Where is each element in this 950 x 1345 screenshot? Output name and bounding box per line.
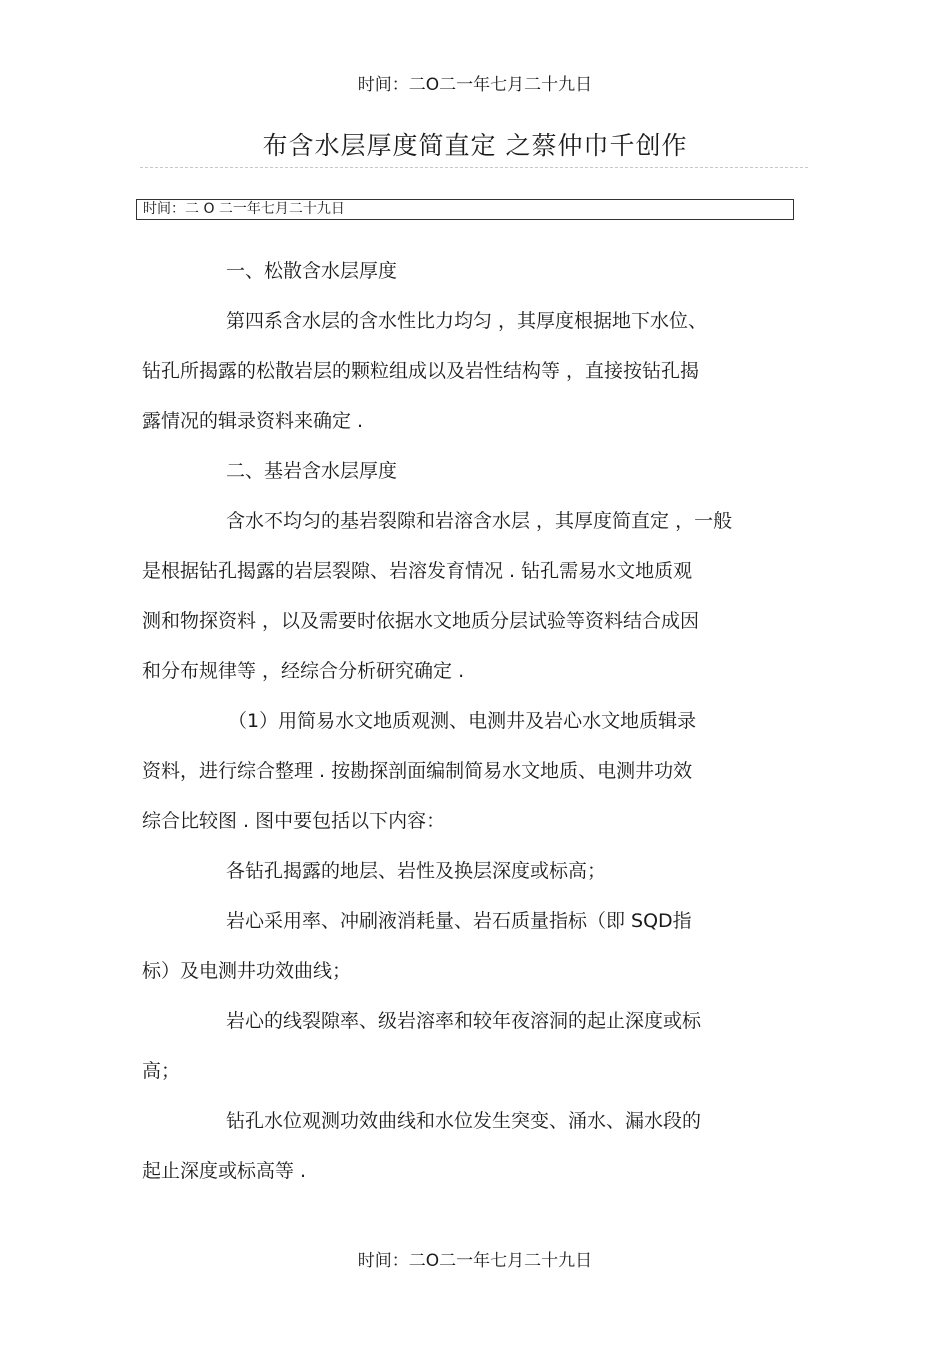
paragraph-line: 钻孔所揭露的松散岩层的颗粒组成以及岩性结构等 ，直接按钻孔揭 bbox=[142, 360, 700, 382]
section-heading-2: 二、基岩含水层厚度 bbox=[226, 460, 398, 482]
paragraph-line: 综合比较图 . 图中要包括以下内容： bbox=[142, 810, 446, 832]
list-item-continuation: 标）及电测井功效曲线； bbox=[142, 960, 352, 982]
paragraph-line: 是根据钻孔揭露的岩层裂隙、岩溶发育情况 . 钻孔需易水文地质观 bbox=[142, 560, 693, 582]
list-item: 各钻孔揭露的地层、岩性及换层深度或标高； bbox=[226, 860, 607, 882]
paragraph-line: 第四系含水层的含水性比力均匀 ，其厚度根据地下水位、 bbox=[226, 310, 708, 332]
section-heading-1: 一、松散含水层厚度 bbox=[226, 260, 398, 282]
paragraph-line: 含水不均匀的基岩裂隙和岩溶含水层 ，其厚度简直定 ，一般 bbox=[226, 510, 733, 532]
list-item: 岩心的线裂隙率、级岩溶率和较年夜溶洞的起止深度或标 bbox=[226, 1010, 702, 1032]
list-item: 岩心采用率、冲刷液消耗量、岩石质量指标（即 SQD指 bbox=[226, 910, 692, 932]
page-header-date: 时间：二O二一年七月二十九日 bbox=[357, 75, 593, 95]
document-title: 布含水层厚度简直定 之蔡仲巾千创作 bbox=[262, 131, 688, 160]
list-item-continuation: 高； bbox=[142, 1060, 181, 1082]
paragraph-line: 资料，进行综合整理 . 按勘探剖面编制简易水文地质、电测井功效 bbox=[142, 760, 693, 782]
list-item: 钻孔水位观测功效曲线和水位发生突变、涌水、漏水段的 bbox=[226, 1110, 702, 1132]
paragraph-line: 测和物探资料 ，以及需要时依据水文地质分层试验等资料结合成因 bbox=[142, 610, 700, 632]
list-item-continuation: 起止深度或标高等 . bbox=[142, 1160, 307, 1182]
page-footer-date: 时间：二O二一年七月二十九日 bbox=[357, 1251, 593, 1271]
date-box: 时间：二 O 二一年七月二十九日 bbox=[136, 199, 794, 220]
title-divider bbox=[140, 167, 808, 168]
list-heading: （1）用简易水文地质观测、电测井及岩心水文地质辑录 bbox=[228, 710, 697, 732]
paragraph-line: 露情况的辑录资料来确定 . bbox=[142, 410, 364, 432]
paragraph-line: 和分布规律等 ，经综合分析研究确定 . bbox=[142, 660, 465, 682]
